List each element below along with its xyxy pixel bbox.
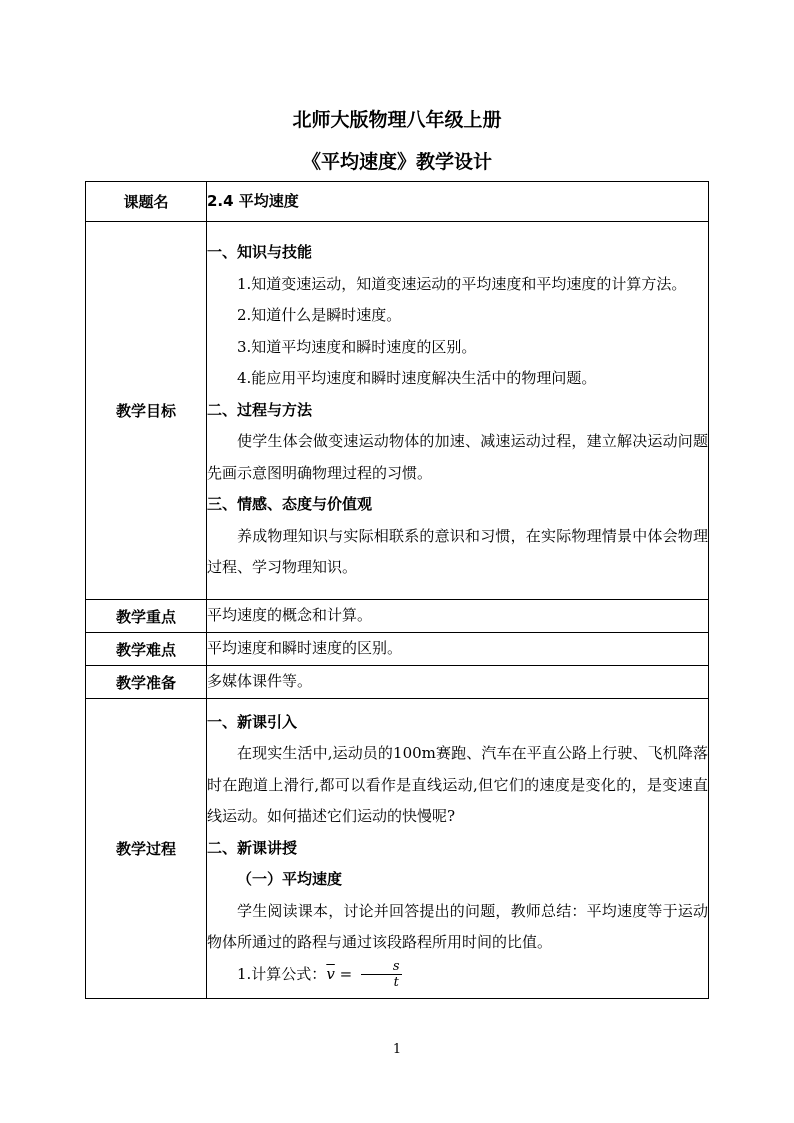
goals-heading-attitude: 三、情感、态度与价值观 (207, 495, 373, 514)
table-row-goals (86, 222, 709, 600)
goals-item-3: 3.知道平均速度和瞬时速度的区别。 (237, 337, 477, 356)
table-row-prep (86, 666, 709, 699)
process-lecture-text: 学生阅读课本，讨论并回答提出的问题，教师总结：平均速度等于运动物体所通过的路程与通过该段路程所用时间的比值。 (207, 901, 708, 952)
topic-label: 课题名 (86, 182, 207, 222)
document-title: 北师大版物理八年级上册 (292, 109, 502, 131)
prep-label: 教学准备 (86, 666, 207, 699)
goals-attitude-text: 养成物理知识与实际相联系的意识和习惯，在实际物理情景中体会物理过程、学习物理知识。 (207, 526, 708, 577)
formula-equals: = (334, 964, 357, 983)
prep-value: 多媒体课件等。 (207, 666, 709, 699)
table-row-difficulty (86, 633, 709, 666)
goals-process-text: 使学生体会做变速运动物体的加速、减速运动过程，建立解决运动问题先画示意图明确物理过程的习惯。 (207, 432, 708, 482)
table-row-process (86, 699, 709, 999)
difficulty-label: 教学难点 (86, 633, 207, 666)
formula-line (207, 959, 708, 991)
goals-content (207, 222, 709, 600)
formula-denominator: t (393, 975, 399, 991)
formula-fraction (361, 959, 402, 990)
page-number: 1 (392, 1042, 402, 1057)
difficulty-value: 平均速度和瞬时速度的区别。 (207, 633, 709, 666)
formula-v: $\overline{v}$ (326, 964, 335, 983)
process-label: 教学过程 (86, 699, 207, 999)
key-point-label: 教学重点 (86, 600, 207, 633)
table-row-topic (86, 182, 709, 222)
goals-item-1: 1.知道变速运动，知道变速运动的平均速度和平均速度的计算方法。 (237, 274, 687, 293)
process-heading-lecture: 二、新课讲授 (207, 838, 298, 857)
topic-value: 2.4 平均速度 (207, 182, 709, 222)
goals-item-2: 2.知道什么是瞬时速度。 (237, 306, 402, 325)
goals-label: 教学目标 (86, 222, 207, 600)
formula-label: 1.计算公式： (237, 964, 327, 983)
key-point-value: 平均速度的概念和计算。 (207, 600, 709, 633)
process-subheading-average-speed: （一）平均速度 (237, 870, 343, 889)
process-heading-intro: 一、新课引入 (207, 712, 298, 731)
table-row-key-point (86, 600, 709, 633)
formula-numerator: s (361, 959, 402, 975)
goals-heading-process: 二、过程与方法 (207, 400, 313, 419)
process-intro-text: 在现实生活中,运动员的100m赛跑、汽车在平直公路上行驶、飞机降落时在跑道上滑行,都可以看作是直线运动,但它们的速度是变化的，是变速直线运动。如何描述它们运动的快慢呢? (207, 744, 708, 826)
goals-item-4: 4.能应用平均速度和瞬时速度解决生活中的物理问题。 (237, 369, 597, 388)
process-content (207, 699, 709, 999)
goals-heading-knowledge: 一、知识与技能 (207, 243, 313, 262)
document-subtitle: 《平均速度》教学设计 (301, 151, 492, 173)
lesson-plan-table (85, 181, 709, 999)
